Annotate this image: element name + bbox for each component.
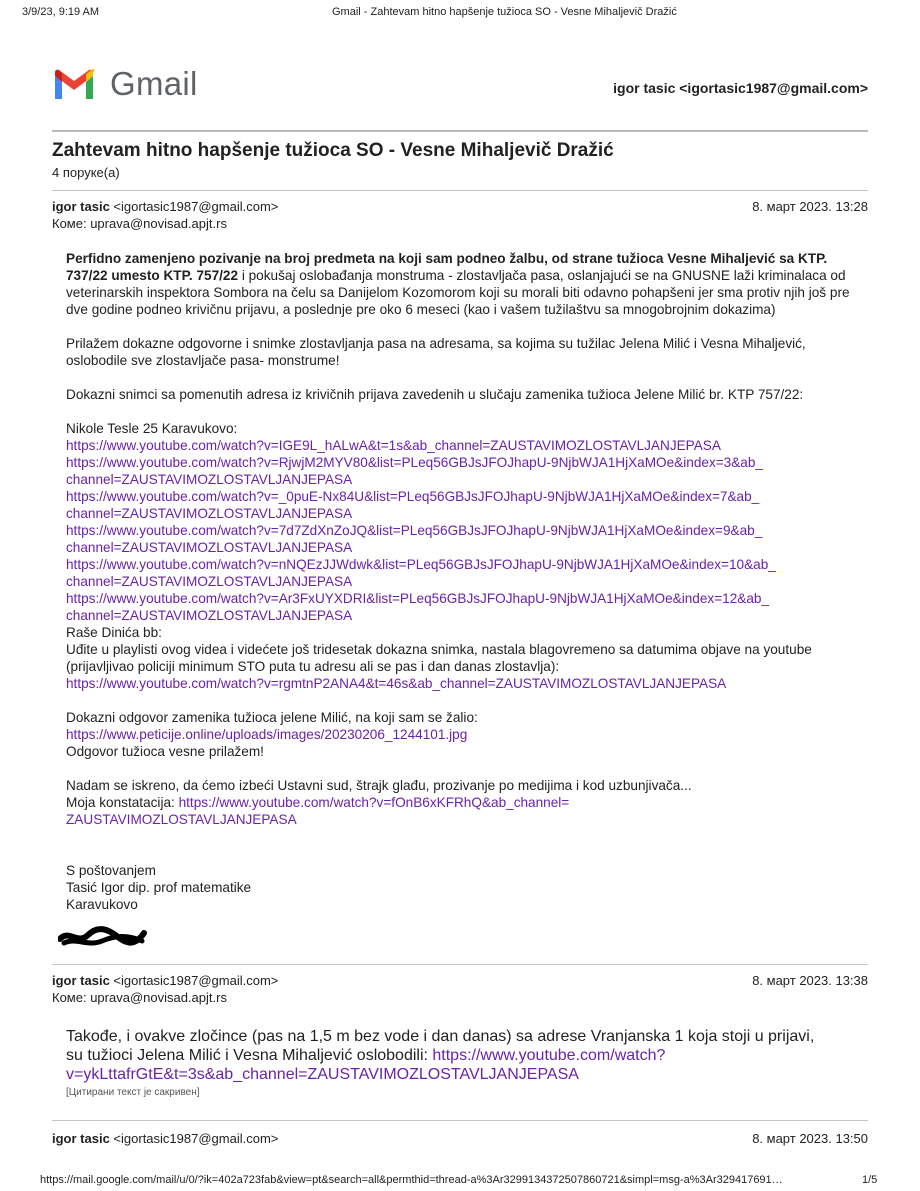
message-date: 8. март 2023. 13:28 [752, 199, 868, 214]
divider [52, 190, 868, 191]
youtube-link[interactable]: https://www.youtube.com/watch?v=IGE9L_hALwA&t=1s&ab_channel=ZAUSTAVIMOZLOSTAVLJANJEPASA [66, 438, 721, 453]
gmail-logo [52, 65, 198, 104]
sender-email: <igortasic1987@gmail.com> [113, 973, 279, 988]
sender [52, 199, 868, 214]
youtube-link[interactable]: https://www.youtube.com/watch?v=7d7ZdXnZoJQ&list=PLeq56GBJsJFOJhapU-9NjbWJA1HjXaMOe&index=9&ab_ [66, 523, 763, 538]
account-label: igor tasic <igortasic1987@gmail.com> [613, 80, 868, 96]
signature-line: Karavukovo [66, 897, 138, 912]
youtube-link[interactable]: https://www.youtube.com/watch?v=RjwjM2MYV80&list=PLeq56GBJsJFOJhapU-9NjbWJA1HjXaMOe&index=3&ab_ [66, 455, 763, 470]
message-header [52, 973, 868, 1005]
paragraph: Takođe, i ovakve zločince (pas na 1,5 m bez vode i dan danas) sa adrese Vranjanska 1 koja stoji u prijavi, su tužioci Jelena Milić i Vesna Mihaljević oslobodili: [66, 1028, 815, 1064]
print-url: https://mail.google.com/mail/u/0/?ik=402a723fab&view=pt&search=all&permthid=thread-a%3Ar3299134372507860721&simpl=msg-a%3Ar329417691… [40, 1174, 783, 1186]
youtube-link[interactable]: channel=ZAUSTAVIMOZLOSTAVLJANJEPASA [66, 608, 353, 623]
print-title: Gmail - Zahtevam hitno hapšenje tužioca SO - Vesne Mihaljevič Dražić [332, 6, 677, 18]
bold-lead: Perfidno zamenjeno pozivanje na broj predmeta na koji sam podneo žalbu, od strane tužioca Vesne Mihaljević sa KTP. 737/22 umesto KTP. 757/22 [66, 251, 828, 283]
sender [52, 973, 868, 988]
sender-name: igor tasic [52, 199, 110, 214]
sender-email: <igortasic1987@gmail.com> [113, 1131, 279, 1146]
print-datetime: 3/9/23, 9:19 AM [22, 6, 100, 18]
paragraph: Dokazni snimci sa pomenutih adresa iz krivičnih prijava zavedenih u slučaju zamenika tužioca Jelene Milić br. KTP 757/22: [66, 387, 804, 402]
gmail-m-icon [52, 68, 96, 102]
divider [52, 130, 868, 132]
recipient: Коме: uprava@novisad.apjt.rs [52, 216, 227, 231]
divider [52, 1120, 868, 1121]
paragraph: Uđite u playlisti ovog videa i videćete još tridesetak dokazna snimka, nastala blagovremeno sa datumima objave na youtube (prijavljivao policiji minimum STO puta tu adresu ali se pas i dan danas zlostavlja): [66, 642, 812, 674]
paragraph [66, 250, 866, 318]
message-count: 4 поруке(а) [52, 165, 120, 180]
print-header [0, 0, 920, 24]
paragraph: Prilažem dokazne odgovorne i snimke zlostavljanja pasa na adresama, sa kojima su tužilac Jelena Milić i Vesna Mihaljević, oslobodile sve zlostavljače pasa- monstrume! [66, 336, 806, 368]
message-body [66, 1027, 826, 1084]
youtube-link[interactable]: channel=ZAUSTAVIMOZLOSTAVLJANJEPASA [66, 540, 353, 555]
message-date: 8. март 2023. 13:50 [752, 1131, 868, 1146]
message-header [52, 1131, 868, 1146]
signature-line: Tasić Igor dip. prof matematike [66, 880, 252, 895]
sender-email: <igortasic1987@gmail.com> [113, 199, 279, 214]
quoted-text-toggle[interactable]: [Цитирани текст је сакривен] [66, 1087, 200, 1098]
message-date: 8. март 2023. 13:38 [752, 973, 868, 988]
paragraph: Odgovor tužioca vesne prilažem! [66, 744, 264, 759]
sender-name: igor tasic [52, 1131, 110, 1146]
handwritten-signature [58, 925, 148, 951]
paragraph: Nadam se iskreno, da ćemo izbeći Ustavni sud, štrajk glađu, prozivanje po medijima i kod uzbunjivača... [66, 778, 692, 793]
youtube-link[interactable]: channel=ZAUSTAVIMOZLOSTAVLJANJEPASA [66, 574, 353, 589]
paragraph [66, 794, 866, 811]
konstatacija-label: Moja konstatacija: [66, 795, 179, 810]
youtube-link[interactable]: channel=ZAUSTAVIMOZLOSTAVLJANJEPASA [66, 472, 353, 487]
youtube-link[interactable]: https://www.youtube.com/watch?v=rgmtnP2ANA4&t=46s&ab_channel=ZAUSTAVIMOZLOSTAVLJANJEPASA [66, 676, 727, 691]
thread-subject: Zahtevam hitno hapšenje tužioca SO - Vesne Mihaljevič Dražić [52, 140, 614, 161]
signature-line: S poštovanjem [66, 863, 156, 878]
page-number: 1/5 [862, 1174, 878, 1186]
youtube-link[interactable]: https://www.youtube.com/watch?v=_0puE-Nx84U&list=PLeq56GBJsJFOJhapU-9NjbWJA1HjXaMOe&index=7&ab_ [66, 489, 760, 504]
sender [52, 1131, 868, 1146]
divider [52, 964, 868, 965]
recipient: Коме: uprava@novisad.apjt.rs [52, 990, 227, 1005]
message-header [52, 199, 868, 231]
youtube-link[interactable]: https://www.youtube.com/watch?v=fOnB6xKFRhQ&ab_channel= [178, 795, 570, 810]
youtube-link[interactable]: v=ykLttafrGtE&t=3s&ab_channel=ZAUSTAVIMOZLOSTAVLJANJEPASA [66, 1066, 579, 1083]
sender-name: igor tasic [52, 973, 110, 988]
youtube-link[interactable]: https://www.youtube.com/watch? [432, 1047, 666, 1064]
youtube-link[interactable]: channel=ZAUSTAVIMOZLOSTAVLJANJEPASA [66, 506, 353, 521]
lead-rest: i pokušaj oslobađanja monstruma - zlostavljača pasa, oslanjajući se na GNUSNE laži kriminalaca od veterinarskih inspektora Sombora na čelu sa Danijelom Kozomorom koji su morali biti odavno pohapšeni jer sma protiv njih još pre dve godine podneo krivičnu prijavu, a poslednje pre oko 6 meseci (kao i vašem tužilaštvu sa mnogobrojnim dokazima) [66, 268, 850, 317]
address-label: Raše Dinića bb: [66, 625, 162, 640]
youtube-link[interactable]: https://www.youtube.com/watch?v=nNQEzJJWdwk&list=PLeq56GBJsJFOJhapU-9NjbWJA1HjXaMOe&index=10&ab_ [66, 557, 776, 572]
paragraph: Dokazni odgovor zamenika tužioca jelene Milić, na koji sam se žalio: [66, 710, 478, 725]
youtube-link[interactable]: ZAUSTAVIMOZLOSTAVLJANJEPASA [66, 812, 297, 827]
gmail-wordmark: Gmail [110, 65, 198, 102]
youtube-link[interactable]: https://www.youtube.com/watch?v=Ar3FxUYXDRI&list=PLeq56GBJsJFOJhapU-9NjbWJA1HjXaMOe&index=12&ab_ [66, 591, 770, 606]
image-link[interactable]: https://www.peticije.online/uploads/images/20230206_1244101.jpg [66, 727, 468, 742]
address-label: Nikole Tesle 25 Karavukovo: [66, 421, 238, 436]
message-body [66, 250, 866, 913]
